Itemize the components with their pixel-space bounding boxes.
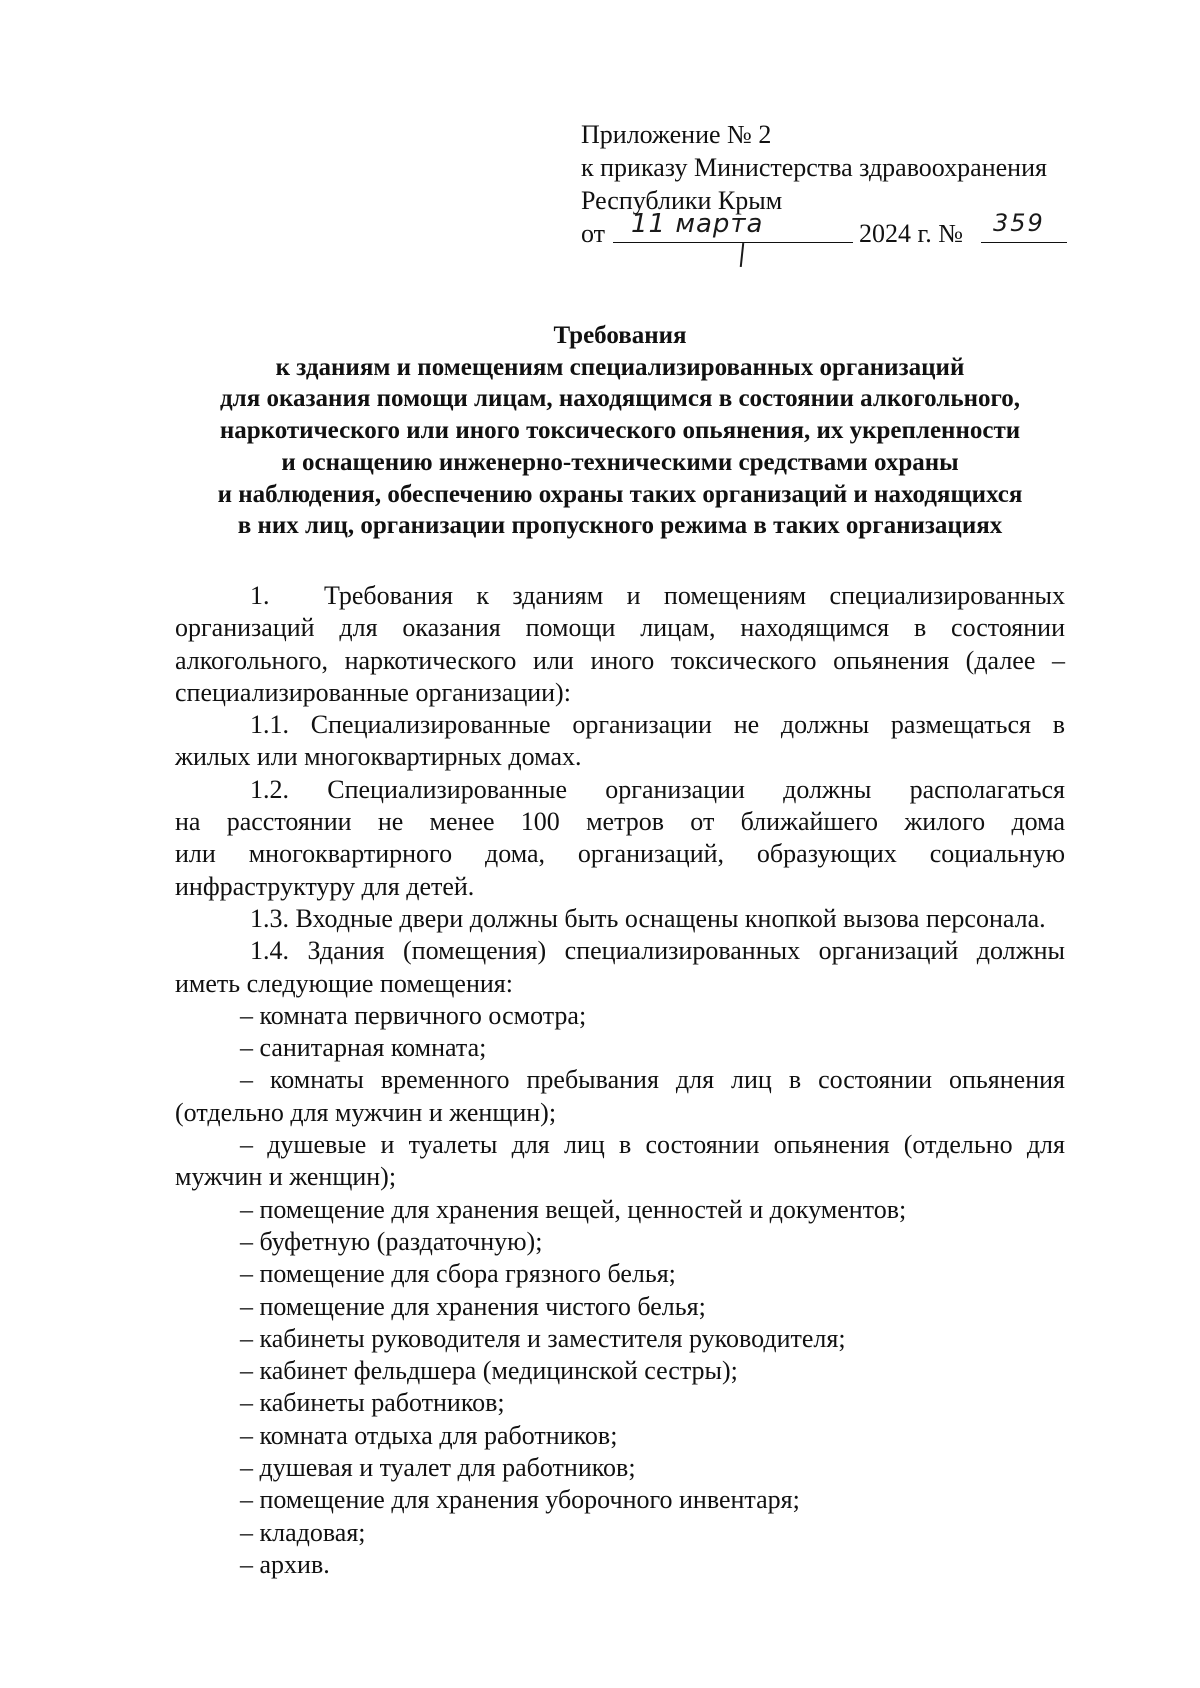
list-item: – помещение для хранения чистого белья; [240,1291,706,1321]
paragraph-line: 1.3. Входные двери должны быть оснащены кнопкой вызова персонала. [250,903,1046,933]
paragraph-line: специализированные организации): [175,677,571,707]
paragraph-line: организаций для оказания помощи лицам, находящимся в состоянии [175,613,1065,643]
order-reference: к приказу Министерства здравоохранения [581,153,1047,182]
list-item: – буфетную (раздаточную); [240,1226,543,1256]
title-line: к зданиям и помещениям специализированных организаций [275,353,965,381]
section-1 [175,580,1065,709]
list-item: – комната первичного осмотра; [240,1000,587,1030]
section-1-number: 1. [250,581,270,610]
item-1-1 [175,709,1065,774]
paragraph-line: 1.2. Специализированные организации должны располагаться [250,774,1065,804]
title-line: для оказания помощи лицам, находящимся в состоянии алкогольного, [220,385,1020,413]
list-item: – душевые и туалеты для лиц в состоянии опьянения (отдельно для [240,1130,1065,1160]
list-item: – душевая и туалет для работников; [240,1453,636,1483]
list-item: – кабинеты руководителя и заместителя руководителя; [240,1323,846,1353]
paragraph-line: 1.1. Специализированные организации не должны размещаться в [250,710,1065,740]
list-item: – кладовая; [240,1517,366,1547]
section-1-text: Требования к зданиям и помещениям специализированных [324,581,1065,610]
section-1-first-line [175,580,1065,612]
item-1-4 [175,935,1065,1000]
list-item-continuation: мужчин и женщин); [175,1162,397,1192]
date-prefix: от [581,219,606,248]
item-1-2 [175,774,1065,903]
list-item: – комнаты временного пребывания для лиц в состоянии опьянения [240,1065,1065,1095]
list-item: – санитарная комната; [240,1033,487,1063]
republic-name: Республики Крым [581,186,783,215]
date-underline [613,242,853,243]
document-title [175,320,1065,542]
list-item: – комната отдыха для работников; [240,1420,618,1450]
title-line: наркотического или иного токсического опьянения, их укрепленности [219,417,1021,445]
title-line: и наблюдения, обеспечению охраны таких организаций и находящихся [217,480,1023,508]
list-item: – архив. [240,1549,330,1579]
number-underline [981,242,1067,243]
list-item: – помещение для сбора грязного белья; [240,1259,676,1289]
document-body [175,580,1065,1581]
order-date-line [581,209,1047,263]
handwritten-date: 11 марта [631,209,764,239]
year-label: 2024 г. № [859,219,964,248]
title-heading: Требования [553,322,687,349]
title-line: и оснащению инженерно-техническими средствами охраны [281,448,959,476]
paragraph-line: или многоквартирного дома, организаций, образующих социальную [175,839,1065,869]
appendix-label: Приложение № 2 [581,120,772,149]
paragraph-line: алкогольного, наркотического или иного токсического опьянения (далее – [175,645,1065,675]
list-item-continuation: (отдельно для мужчин и женщин); [175,1097,557,1127]
paragraph-line: жилых или многоквартирных домах. [175,742,582,772]
rooms-list [175,1000,1065,1581]
paragraph-line: на расстоянии не менее 100 метров от ближайшего жилого дома [175,807,1065,837]
paragraph-line: инфраструктуру для детей. [175,871,475,901]
item-1-3 [175,903,1065,935]
paragraph-line: 1.4. Здания (помещения) специализированных организаций должны [250,936,1065,966]
list-item: – кабинет фельдшера (медицинской сестры); [240,1356,738,1386]
list-item: – кабинеты работников; [240,1388,505,1418]
list-item: – помещение для хранения уборочного инвентаря; [240,1485,800,1515]
handwritten-stroke [740,243,744,267]
paragraph-line: иметь следующие помещения: [175,968,513,998]
list-item: – помещение для хранения вещей, ценностей и документов; [240,1194,907,1224]
title-line: в них лиц, организации пропускного режима в таких организациях [237,512,1003,540]
appendix-header [581,118,1047,263]
handwritten-order-number: 359 [993,209,1045,237]
